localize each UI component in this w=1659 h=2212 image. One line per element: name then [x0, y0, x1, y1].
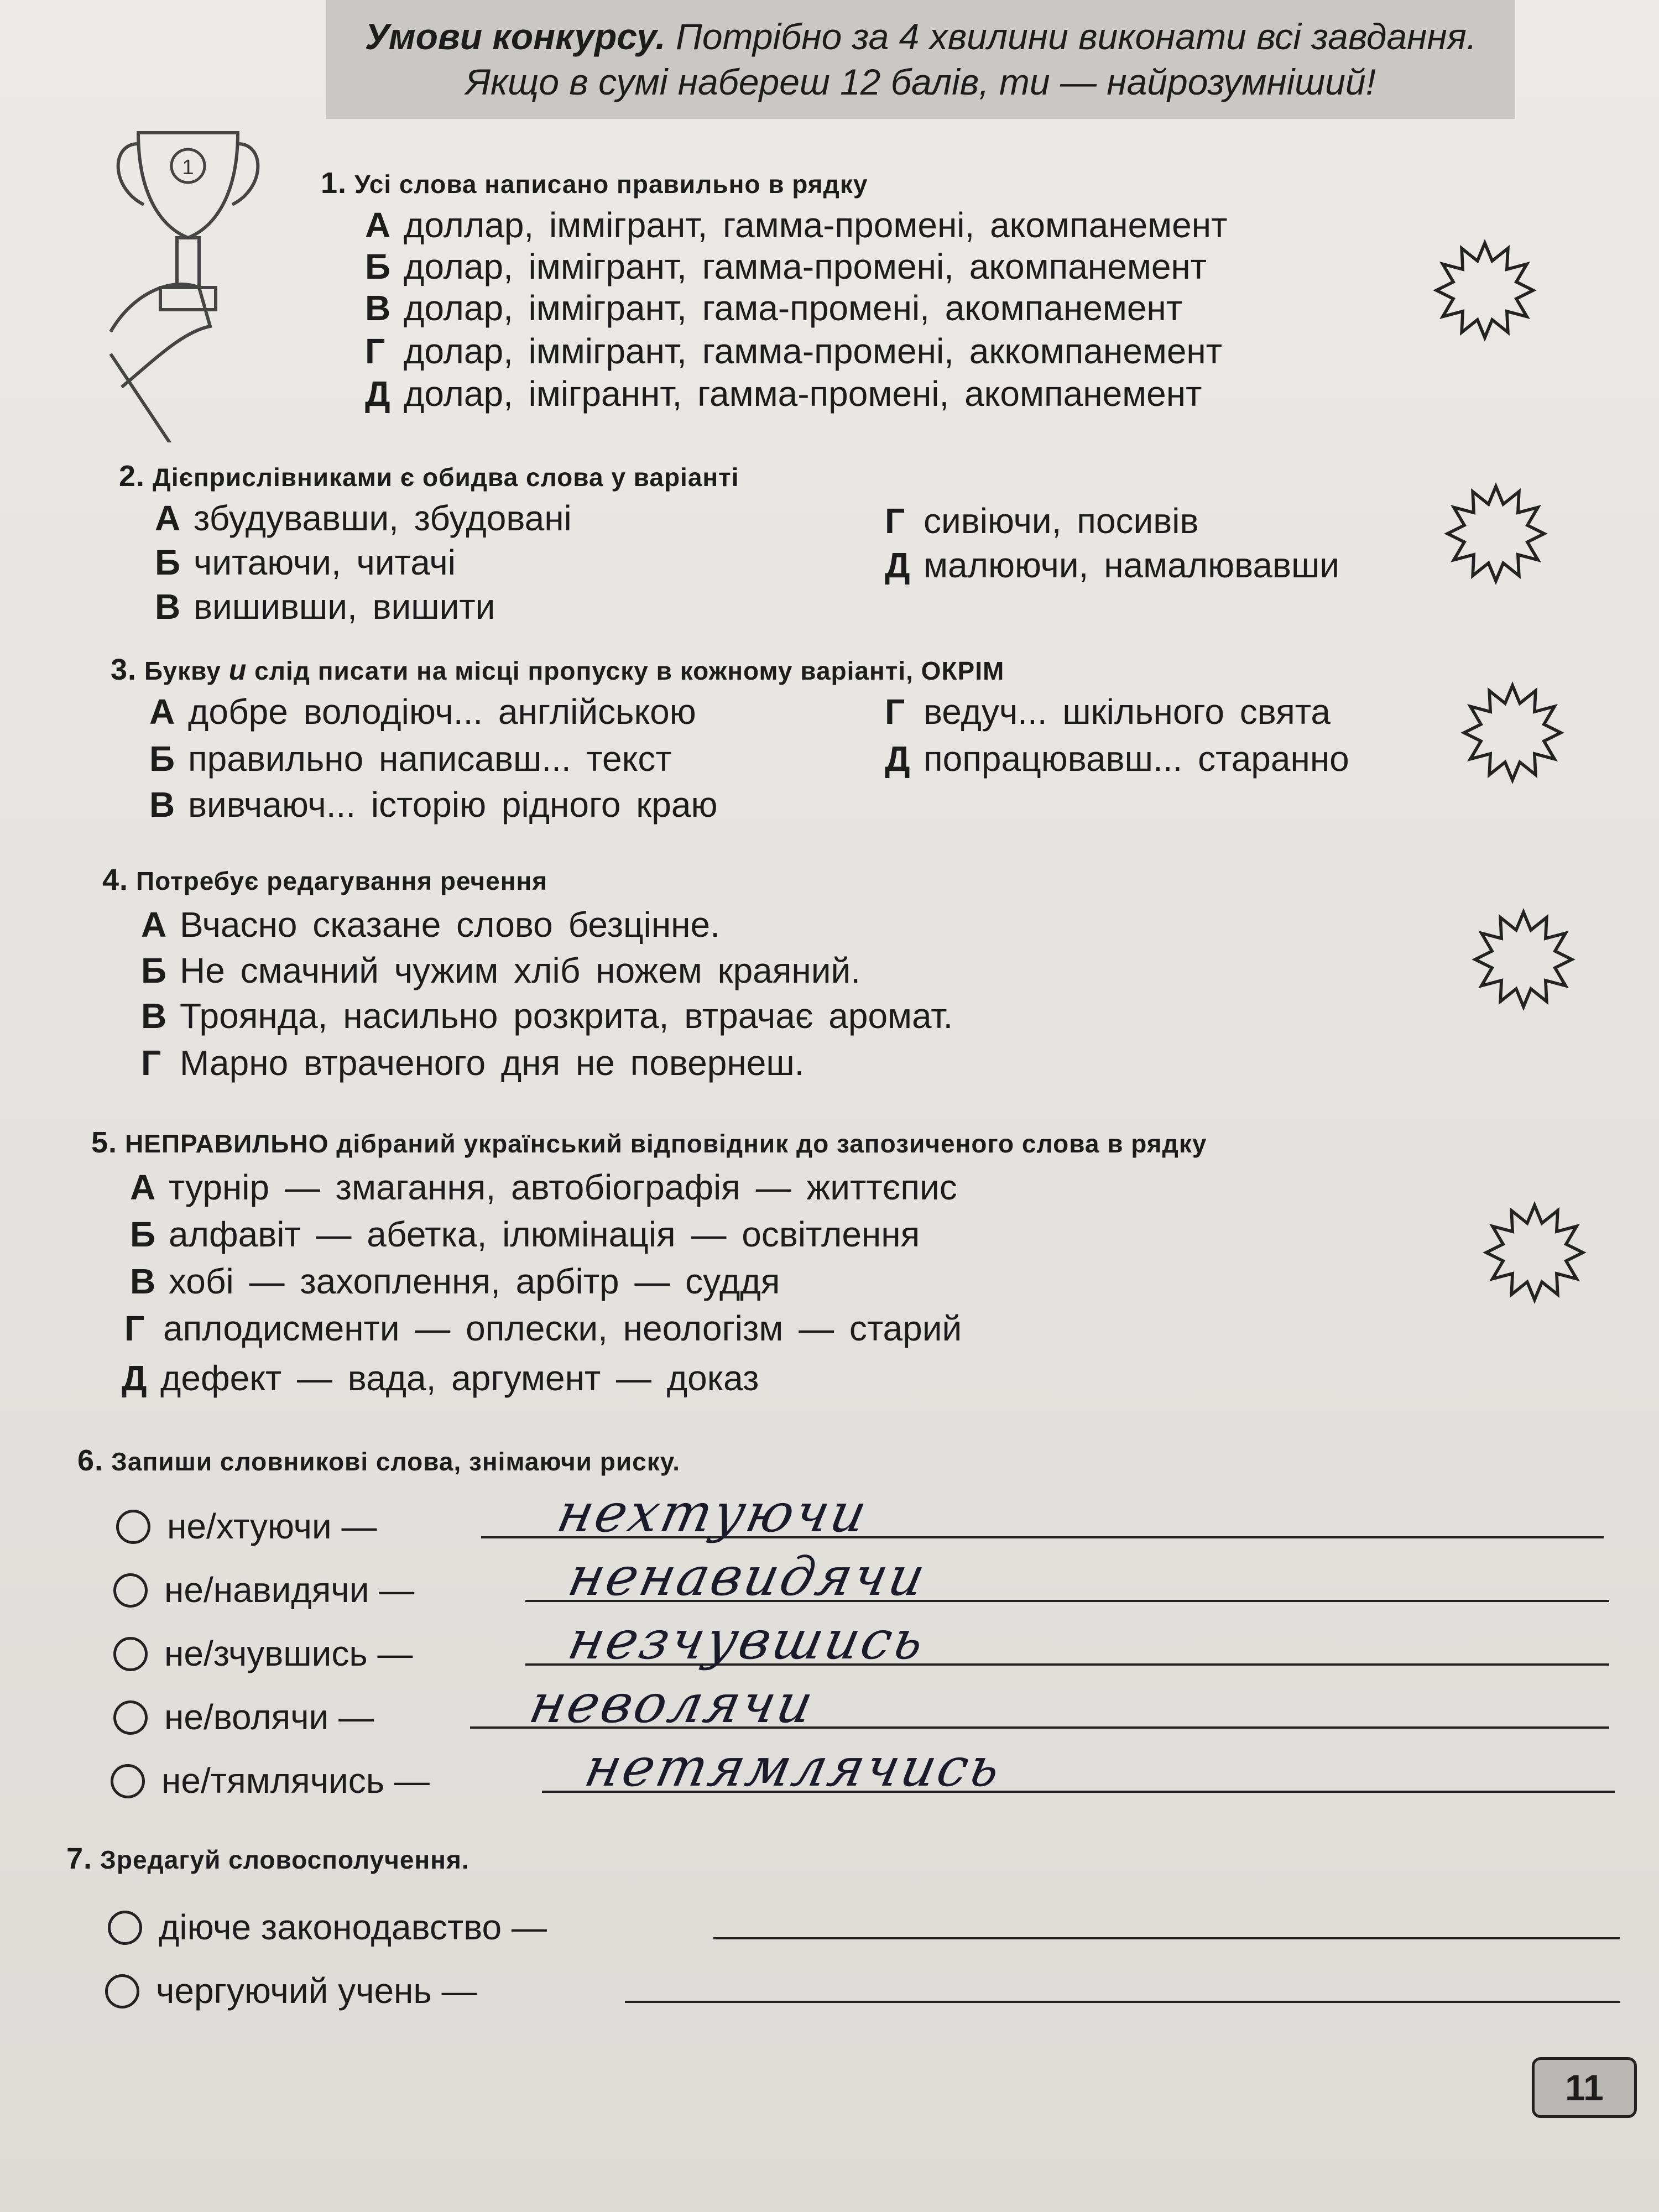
q3-option-b[interactable]: Б правильно написавш... текст: [149, 739, 672, 779]
answer-line[interactable]: [625, 2001, 1620, 2003]
q3-option-d[interactable]: Г ведуч... шкільного свята: [885, 692, 1331, 732]
trophy-number: 1: [182, 156, 194, 179]
q2-option-c[interactable]: В вишивши, вишити: [155, 587, 495, 627]
q7-row-2: чергуючий учень —: [105, 1969, 477, 2011]
score-star-icon: [1443, 481, 1548, 586]
q4-option-d[interactable]: Г Марно втраченого дня не повернеш.: [141, 1043, 805, 1083]
question-6-heading: 6. Запиши словникові слова, знімаючи риску.: [77, 1444, 681, 1477]
checkbox-circle[interactable]: [113, 1700, 148, 1735]
handwritten-answer: нехтуючи: [552, 1482, 874, 1544]
handwritten-answer: нетямлячись: [580, 1736, 1008, 1798]
question-5-heading: 5. НЕПРАВИЛЬНО дібраний український відповідник до запозиченого слова в рядку: [91, 1126, 1207, 1159]
q6-row-3: не/зчувшись —: [113, 1631, 413, 1674]
question-7-heading: 7. Зредагуй словосполучення.: [66, 1842, 469, 1875]
q5-option-c[interactable]: В хобі — захоплення, арбітр — суддя: [130, 1261, 780, 1301]
q3-option-a[interactable]: А добре володіюч... англійською: [149, 692, 696, 732]
q6-row-1: не/хтуючи —: [116, 1504, 377, 1547]
page-number: 11: [1532, 2057, 1637, 2118]
q1-option-d[interactable]: Г долар, іммігрант, гамма-промені, аккомпанемент: [365, 331, 1223, 371]
q5-option-e[interactable]: Д дефект — вада, аргумент — доказ: [122, 1358, 759, 1398]
q3-option-e[interactable]: Д попрацювавш... старанно: [885, 739, 1349, 779]
checkbox-circle[interactable]: [105, 1974, 139, 2008]
q6-row-2: не/навидячи —: [113, 1568, 414, 1610]
score-star-icon: [1471, 907, 1576, 1012]
score-star-icon: [1482, 1200, 1587, 1305]
q1-option-e[interactable]: Д долар, іміграннт, гамма-промені, акомпанемент: [365, 374, 1202, 414]
q3-option-c[interactable]: В вивчаюч... історію рідного краю: [149, 785, 718, 825]
q2-option-a[interactable]: А збудувавши, збудовані: [155, 498, 572, 538]
checkbox-circle[interactable]: [111, 1764, 145, 1798]
answer-line[interactable]: [713, 1937, 1620, 1939]
q4-option-b[interactable]: Б Не смачний чужим хліб ножем краяний.: [141, 951, 861, 990]
handwritten-answer: ненавидячи: [563, 1546, 933, 1608]
q5-option-b[interactable]: Б алфавіт — абетка, ілюмінація — освітлення: [130, 1214, 920, 1254]
q5-option-a[interactable]: А турнір — змагання, автобіографія — життєпис: [130, 1167, 957, 1207]
checkbox-circle[interactable]: [113, 1573, 148, 1608]
checkbox-circle[interactable]: [108, 1911, 142, 1945]
q1-option-b[interactable]: Б долар, іммігрант, гамма-промені, акомпанемент: [365, 247, 1207, 286]
checkbox-circle[interactable]: [116, 1510, 150, 1544]
score-star-icon: [1460, 680, 1565, 785]
rules-text: Потрібно за 4 хвилини виконати всі завдання. Якщо в сумі набереш 12 балів, ти — найрозумніший!: [466, 16, 1477, 102]
question-4-heading: 4. Потребує редагування речення: [102, 863, 548, 896]
trophy-icon: [100, 111, 276, 442]
contest-rules-box: [326, 0, 1515, 119]
checkbox-circle[interactable]: [113, 1637, 148, 1671]
question-2-heading: 2. Дієприслівниками є обидва слова у варіанті: [119, 460, 739, 493]
q1-option-c[interactable]: В долар, іммігрант, гама-промені, акомпанемент: [365, 288, 1183, 328]
q5-option-d[interactable]: Г аплодисменти — оплески, неологізм — старий: [124, 1308, 962, 1348]
q4-option-a[interactable]: А Вчасно сказане слово безцінне.: [141, 905, 720, 945]
handwritten-answer: незчувшись: [563, 1609, 932, 1671]
q6-row-4: не/волячи —: [113, 1695, 374, 1738]
rules-title: Умови конкурсу.: [364, 16, 666, 57]
score-star-icon: [1432, 238, 1537, 343]
handwritten-answer: неволячи: [524, 1673, 821, 1735]
q7-row-1: діюче законодавство —: [108, 1905, 547, 1948]
q4-option-c[interactable]: В Троянда, насильно розкрита, втрачає аромат.: [141, 996, 953, 1036]
question-1-heading: 1. Усі слова написано правильно в рядку: [321, 166, 868, 200]
q2-option-b[interactable]: Б читаючи, читачі: [155, 542, 456, 582]
q2-option-e[interactable]: Д малюючи, намалювавши: [885, 545, 1340, 585]
q1-option-a[interactable]: А доллар, іммігрант, гамма-промені, акомпанемент: [365, 205, 1228, 245]
q6-row-5: не/тямлячись —: [111, 1759, 430, 1801]
q2-option-d[interactable]: Г сивіючи, посивів: [885, 501, 1199, 541]
question-3-heading: 3. Букву и слід писати на місці пропуску в кожному варіанті, ОКРІМ: [111, 653, 1005, 686]
